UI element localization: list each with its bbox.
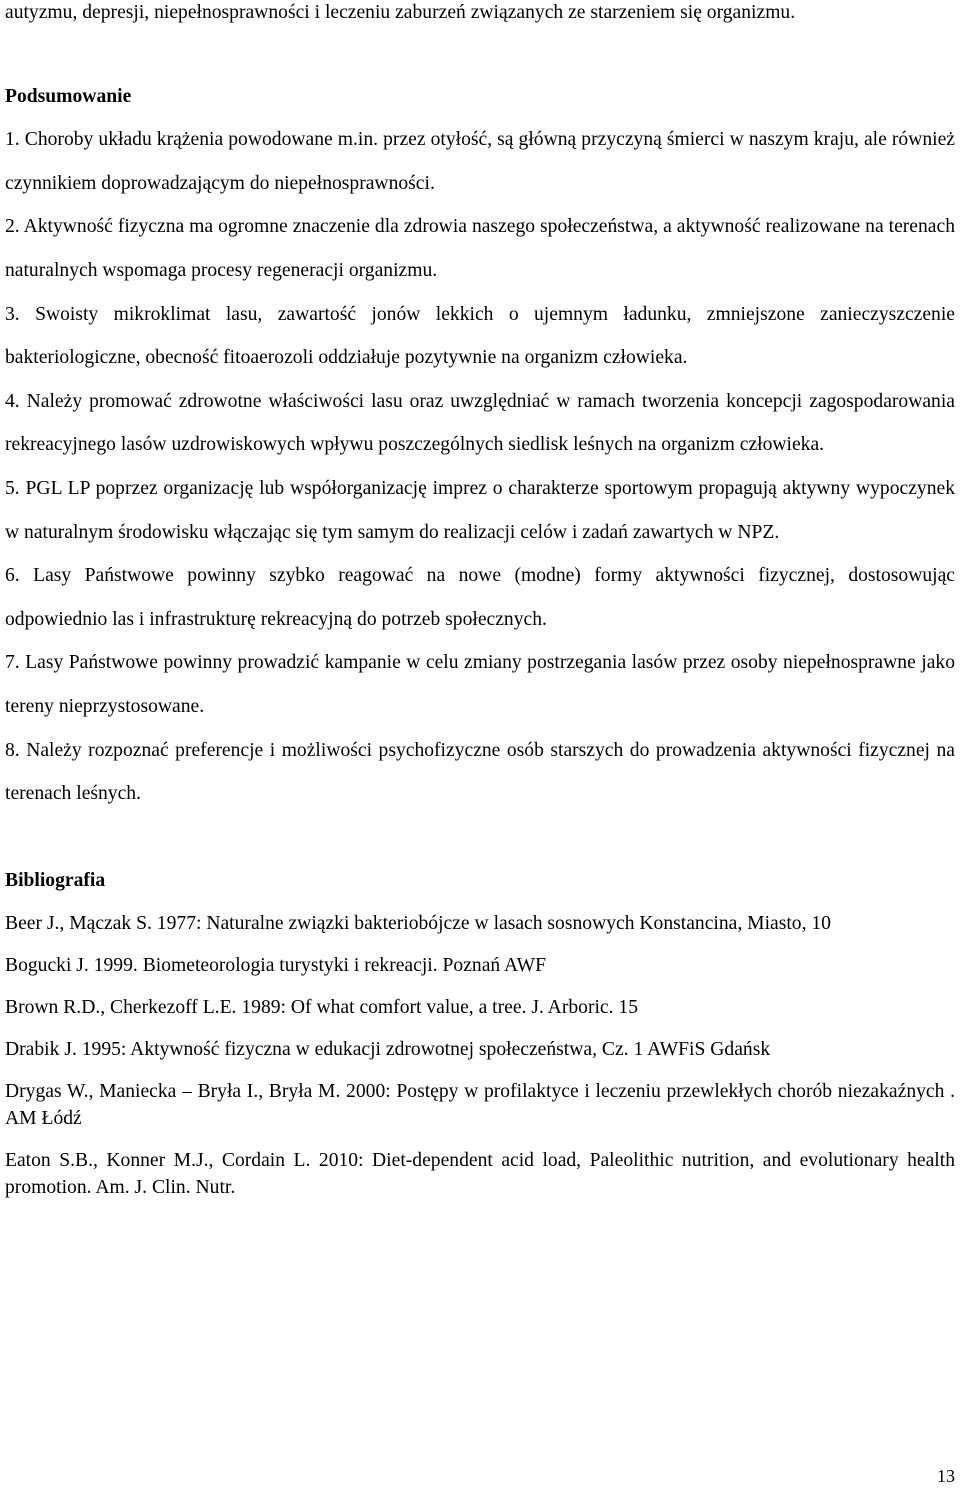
summary-item: 6. Lasy Państwowe powinny szybko reagować na nowe (modne) formy aktywności fizycznej, dostosowując odpowiednio las i infrastrukturę rekreacyjną do potrzeb społecznych. [5,565,955,630]
intro-paragraph: autyzmu, depresji, niepełnosprawności i leczeniu zaburzeń związanych ze starzeniem się organizmu. [5,2,796,23]
summary-list [5,118,955,816]
bibliography-entry: Brown R.D., Cherkezoff L.E. 1989: Of what comfort value, a tree. J. Arboric. 15 [5,997,639,1019]
summary-item: 1. Choroby układu krążenia powodowane m.in. przez otyłość, są główną przyczyną śmierci w naszym kraju, ale również czynnikiem doprowadzającym do niepełnosprawności. [5,129,955,194]
page-number: 13 [937,1466,955,1486]
summary-item: 8. Należy rozpoznać preferencje i możliwości psychofizyczne osób starszych do prowadzenia aktywności fizycznej na terenach leśnych. [5,739,955,805]
bibliography-list [5,910,955,1201]
summary-item: 5. PGL LP poprzez organizację lub współorganizację imprez o charakterze sportowym propagują aktywny wypoczynek w naturalnym środowisku włączając się tym samym do realizacji celów i zadań zawartych w NPZ. [5,477,955,543]
bibliography-heading: Bibliografia [5,869,106,891]
bibliography-entry: Drabik J. 1995: Aktywność fizyczna w edukacji zdrowotnej społeczeństwa, Cz. 1 AWFiS Gdańsk [5,1039,771,1061]
document-page [5,0,955,1216]
summary-item: 4. Należy promować zdrowotne właściwości lasu oraz uwzględniać w ramach tworzenia koncepcji zagospodarowania rekreacyjnego lasów uzdrowiskowych wpływu poszczególnych siedlisk leśnych na organizm człowieka. [5,390,955,456]
bibliography-entry: Beer J., Mączak S. 1977: Naturalne związki bakteriobójcze w lasach sosnowych Konstancina, Miasto, 10 [5,913,831,935]
summary-item: 3. Swoisty mikroklimat lasu, zawartość jonów lekkich o ujemnym ładunku, zmniejszone zanieczyszczenie bakteriologiczne, obecność fitoaerozoli oddziałuje pozytywnie na organizm człowieka. [5,303,955,369]
bibliography-entry: Drygas W., Maniecka – Bryła I., Bryła M. 2000: Postępy w profilaktyce i leczeniu przewlekłych chorób niezakaźnych . AM Łódź [5,1081,955,1130]
summary-heading: Podsumowanie [5,85,132,107]
bibliography-entry: Eaton S.B., Konner M.J., Cordain L. 2010: Diet-dependent acid load, Paleolithic nutrition, and evolutionary health promotion. Am. J. Clin. Nutr. [5,1150,955,1199]
summary-item: 2. Aktywność fizyczna ma ogromne znaczenie dla zdrowia naszego społeczeństwa, a aktywność realizowane na terenach naturalnych wspomaga procesy regeneracji organizmu. [5,216,955,281]
bibliography-entry: Bogucki J. 1999. Biometeorologia turystyki i rekreacji. Poznań AWF [5,955,546,977]
summary-item: 7. Lasy Państwowe powinny prowadzić kampanie w celu zmiany postrzegania lasów przez osoby niepełnosprawne jako tereny nieprzystosowane. [5,652,955,717]
